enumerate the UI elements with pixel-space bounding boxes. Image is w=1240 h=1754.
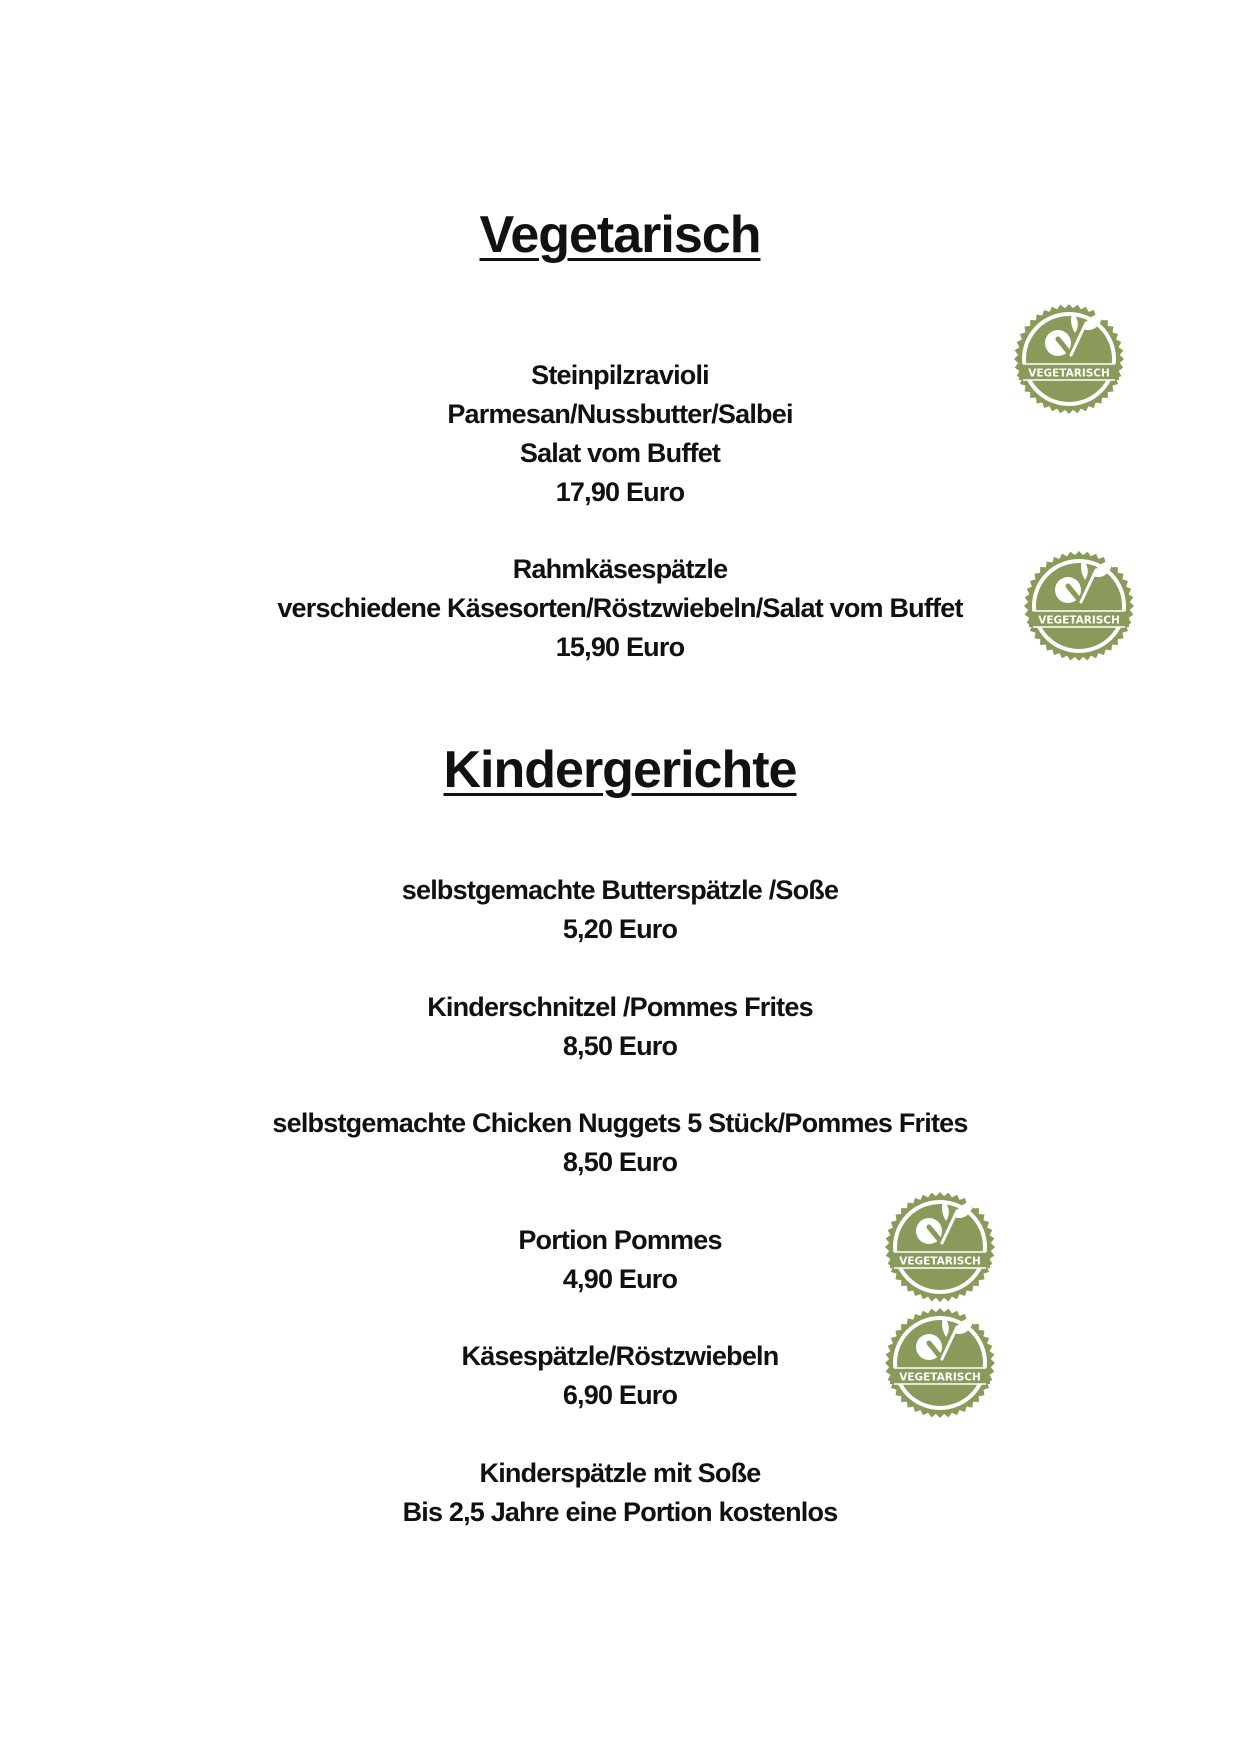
vegetarisch-badge	[1013, 303, 1125, 415]
item-name: Rahmkäsespätzle	[512, 554, 728, 584]
item-description: Salat vom Buffet	[519, 438, 721, 468]
badge-label: VEGETARISCH	[899, 1371, 981, 1384]
item-name: Käsespätzle/Röstzwiebeln	[461, 1341, 779, 1371]
item-description: verschiedene Käsesorten/Röstzwiebeln/Salat vom Buffet	[277, 593, 963, 623]
menu-item-kinderschnitzel	[0, 988, 1240, 1066]
menu-item-butterspaetzle	[0, 871, 1240, 949]
badge-inner-disc	[897, 1204, 983, 1290]
item-name: Portion Pommes	[518, 1225, 722, 1255]
badge-label: VEGETARISCH	[1028, 367, 1110, 380]
vegetarisch-badge	[884, 1307, 996, 1419]
item-price: 15,90 Euro	[555, 632, 685, 662]
menu-item-kaesespaetzle	[0, 1337, 1240, 1415]
item-description: Parmesan/Nussbutter/Salbei	[447, 399, 793, 429]
section-title-kindergerichte: Kindergerichte	[443, 741, 797, 799]
item-name: Steinpilzravioli	[531, 360, 709, 390]
item-name: Kinderspätzle mit Soße	[479, 1458, 761, 1488]
menu-item-chicken-nuggets	[0, 1104, 1240, 1182]
vegetarisch-badge	[1023, 550, 1135, 662]
badge-inner-disc	[1026, 316, 1112, 402]
badge-inner-disc	[897, 1320, 983, 1406]
badge-label: VEGETARISCH	[1038, 614, 1120, 627]
section-title-vegetarisch: Vegetarisch	[479, 206, 761, 264]
menu-item-kinderspaetzle	[0, 1454, 1240, 1532]
item-name: selbstgemachte Chicken Nuggets 5 Stück/Pommes Frites	[272, 1108, 968, 1138]
item-price: 6,90 Euro	[562, 1380, 678, 1410]
item-price: 8,50 Euro	[562, 1147, 678, 1177]
item-price: 8,50 Euro	[562, 1031, 678, 1061]
item-price: 17,90 Euro	[555, 477, 685, 507]
item-note: Bis 2,5 Jahre eine Portion kostenlos	[402, 1497, 838, 1527]
item-price: 5,20 Euro	[562, 914, 678, 944]
vegetarisch-badge	[884, 1191, 996, 1303]
badge-inner-disc	[1036, 563, 1122, 649]
badge-label: VEGETARISCH	[899, 1255, 981, 1268]
item-name: selbstgemachte Butterspätzle /Soße	[401, 875, 839, 905]
menu-item-portion-pommes	[0, 1221, 1240, 1299]
item-price: 4,90 Euro	[562, 1264, 678, 1294]
item-name: Kinderschnitzel /Pommes Frites	[427, 992, 813, 1022]
